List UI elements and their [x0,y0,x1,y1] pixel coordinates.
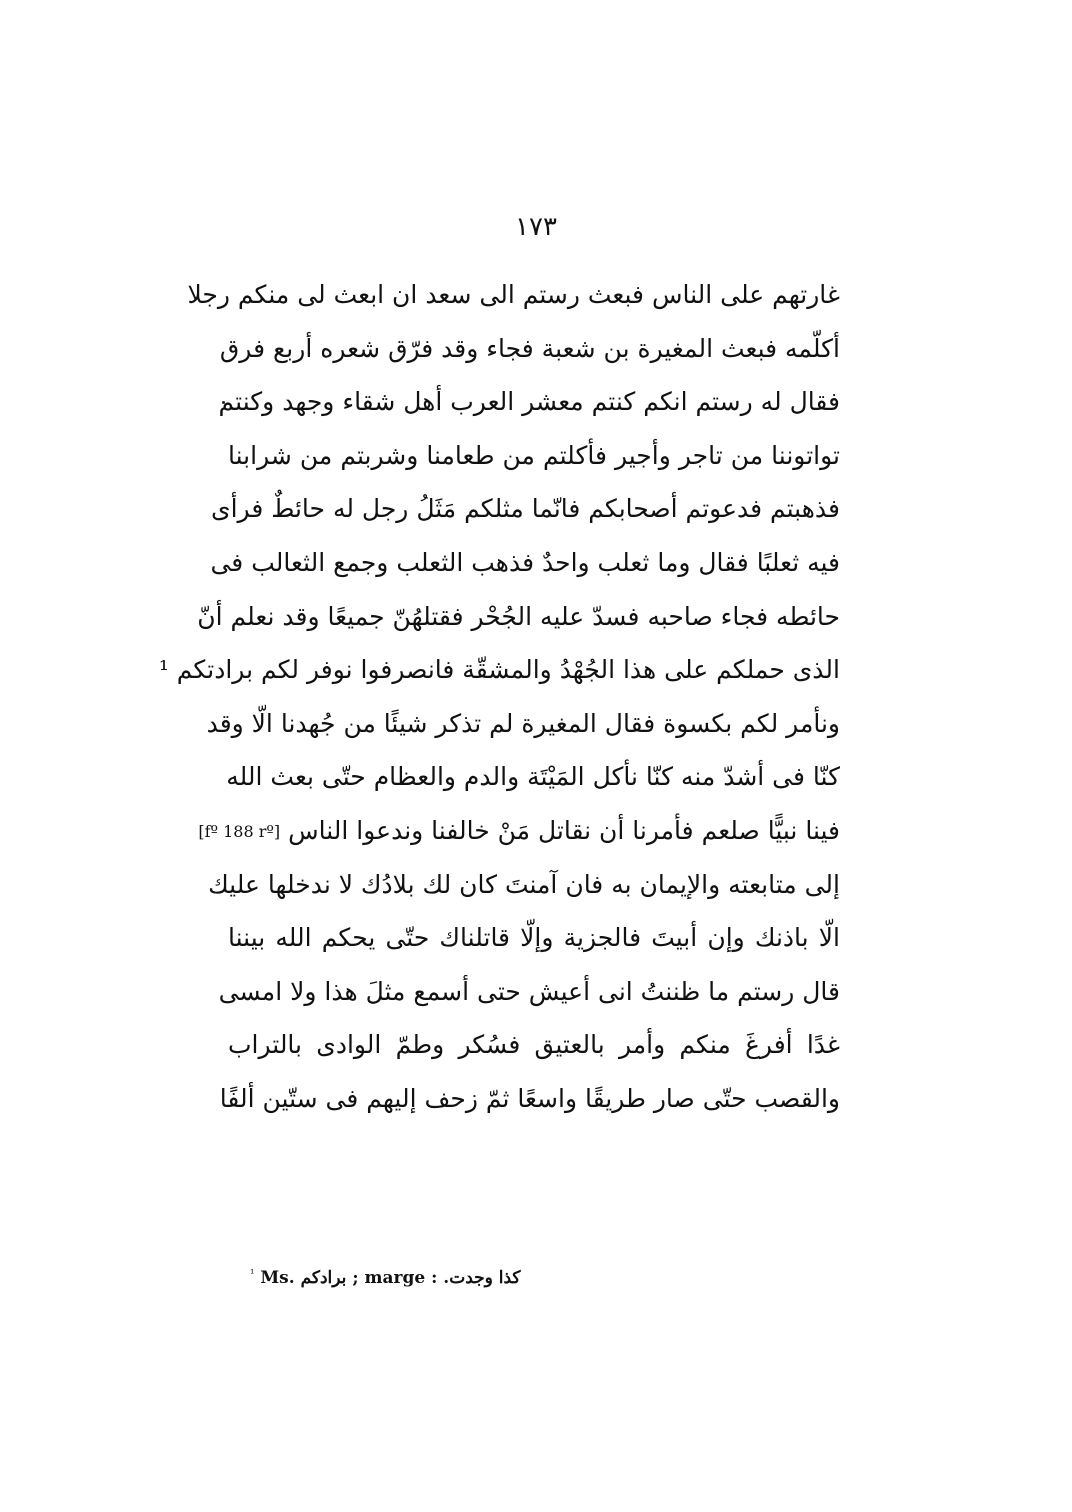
main-text-block [158,268,840,1126]
text-line-6: فيه ثعلبًا فقال وما ثعلب واحدٌ فذهب الثعلب وجمع الثعالب فى [210,547,840,577]
text-line-3: فقال له رستم انكم كنتم معشر العرب أهل شقاء وجهد وكنتم [218,387,840,417]
footnote-ms-label: Ms. [260,1268,295,1288]
text-line-7: حائطه فجاء صاحبه فسدّ عليه الجُحْر فقتلهُنّ جميعًا وقد نعلم أنّ [197,601,840,631]
text-line-1: غارتهم على الناس فبعث رستم الى سعد ان ابعث لى منكم رجلا [187,280,840,309]
footnote-marge-label: ; marge : [352,1268,438,1288]
text-line-15: غدًا أفرغَ منكم وأمر بالعتيق فسُكر وطمّ الوادى بالتراب [228,1030,840,1060]
page-number: ١٧٣ [515,212,557,242]
footnote-number: ¹ [250,1267,255,1280]
text-line-2: أكلّمه فبعث المغيرة بن شعبة فجاء وقد فرّق شعره أربع فرق [219,333,840,363]
text-line-12: إلى متابعته والإيمان به فان آمنتَ كان لك بلادُك لا ندخلها عليك [208,869,840,899]
text-line-10: كنّا فى أشدّ منه كنّا نأكل المَيْتَة والدم والعظام حتّى بعث الله [226,762,840,792]
text-line-4: تواتوننا من تاجر وأجير فأكلتم من طعامنا وشربتم من شرابنا [228,440,840,470]
text-line-5: فذهبتم فدعوتم أصحابكم فانّما مثلكم مَثَلُ رجل له حائطٌ فرأى [211,494,840,524]
text-line-16: والقصب حتّى صار طريقًا واسعًا ثمّ زحف إليهم فى ستّين ألفًا [219,1083,840,1113]
text-line-8: الذى حملكم على هذا الجُهْدُ والمشقّة فانصرفوا نوفر لكم برادتكم ¹ [158,655,840,685]
folio-reference: [fº 188 rº] [198,821,281,841]
text-line-13: الّا باذنك وإن أبيتَ فالجزية وإلّا قاتلناك حتّى يحكم الله بيننا [228,923,840,953]
footnote-marge-reading: كذا وجدت. [443,1268,521,1288]
footnote-ms-reading: برادكم [300,1268,347,1288]
text-line-9: ونأمر لكم بكسوة فقال المغيرة لم تذكر شيئًا من جُهدنا الّا وقد [206,708,840,738]
footnote [250,1262,590,1290]
text-line-14: قال رستم ما ظننتُ انى أعيش حتى أسمع مثلَ هذا ولا امسى [218,976,840,1006]
text-line-11 [198,804,840,858]
text-line-11-text: فينا نبيًّا صلعم فأمرنا أن نقاتل مَنْ خالفنا وندعوا الناس [288,815,840,845]
